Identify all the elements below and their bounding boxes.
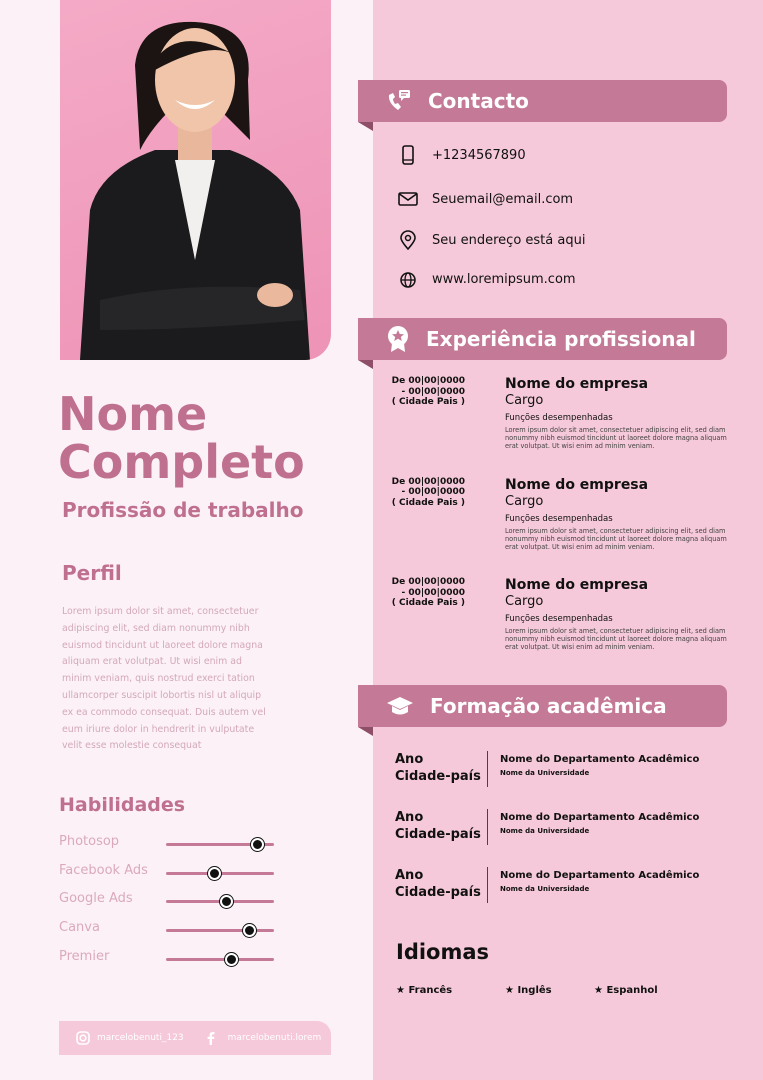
skill-slider-knob[interactable] <box>225 953 238 966</box>
profile-photo <box>60 0 331 360</box>
skill-name: Photosop <box>59 834 120 849</box>
skill-row <box>59 863 274 883</box>
divider <box>487 809 488 845</box>
department-name: Nome do Departamento Acadêmico <box>500 754 700 765</box>
envelope-icon <box>398 189 418 209</box>
experience-title: Experiência profissional <box>426 327 696 351</box>
star-icon: ★ <box>396 985 405 996</box>
company-name: Nome do empresa <box>505 376 649 392</box>
full-name: Nome Completo <box>58 387 305 489</box>
skill-slider-knob[interactable] <box>220 895 233 908</box>
location-pin-icon <box>398 230 418 250</box>
job-description: Lorem ipsum dolor sit amet, consectetuer adipiscing elit, sed diam nonummy nibh euismod tincidunt ut laoreet dolore magna aliquam erat volutpat. Ut wisi enim ad minim veniam. <box>505 426 727 450</box>
education-city: Cidade-país <box>395 885 481 900</box>
contact-title: Contacto <box>428 89 529 113</box>
profile-title: Perfil <box>62 561 122 585</box>
profile-text: Lorem ipsum dolor sit amet, consectetuer adipiscing elit, sed diam nonummy nibh euismod tincidunt ut laoreet dolore magna aliquam erat volutpat. Ut wisi enim ad minim veniam, quis nostrud exerci tation ullamcorper suscipit lobortis nisl ut aliquip ex ea commodo consequat. Duis autem vel eum iriure dolor in hendrerit in vulputate velit esse molestie consequat <box>62 606 266 752</box>
skill-slider-knob[interactable] <box>208 867 221 880</box>
education-header <box>358 685 727 727</box>
education-item <box>395 751 725 789</box>
contact-email: Seuemail@email.com <box>398 189 573 209</box>
skill-name: Facebook Ads <box>59 862 148 878</box>
skill-slider-track[interactable] <box>166 900 274 903</box>
skill-row <box>59 891 274 911</box>
functions-label: Funções desempenhadas <box>505 614 613 624</box>
functions-label: Funções desempenhadas <box>505 513 613 524</box>
skill-name: Google Ads <box>59 891 133 907</box>
skill-row <box>59 920 274 940</box>
education-year: Ano <box>395 810 424 825</box>
graduation-cap-icon <box>386 695 414 717</box>
contact-header <box>358 80 727 122</box>
divider <box>487 867 488 903</box>
education-title: Formação acadêmica <box>430 694 667 718</box>
education-item <box>395 867 725 905</box>
job-role: Cargo <box>505 393 544 408</box>
education-city: Cidade-país <box>395 827 481 842</box>
job-role: Cargo <box>505 493 544 509</box>
experience-dates: De 00|00|0000 - 00|00|0000 ( Cidade Pais ) <box>391 376 465 407</box>
contact-website: www.loremipsum.com <box>398 269 576 289</box>
education-item <box>395 809 725 847</box>
department-name: Nome do Departamento Acadêmico <box>500 812 700 823</box>
contact-address: Seu endereço está aqui <box>398 230 585 250</box>
skill-row <box>59 949 274 969</box>
skill-slider-track[interactable] <box>166 843 274 846</box>
skill-slider-knob[interactable] <box>251 838 264 851</box>
skill-slider-track[interactable] <box>166 872 274 875</box>
job-role: Cargo <box>505 594 544 609</box>
department-name: Nome do Departamento Acadêmico <box>500 870 700 881</box>
skill-slider-track[interactable] <box>166 929 274 932</box>
instagram-icon[interactable] <box>76 1031 90 1045</box>
job-description: Lorem ipsum dolor sit amet, consectetuer adipiscing elit, sed diam nonummy nibh euismod tincidunt ut laoreet dolore magna aliquam erat volutpat. Ut wisi enim ad minim veniam. <box>505 627 727 651</box>
company-name: Nome do empresa <box>505 577 649 593</box>
functions-label: Funções desempenhadas <box>505 413 613 423</box>
skill-slider-knob[interactable] <box>243 924 256 937</box>
skill-name: Premier <box>59 948 110 964</box>
education-year: Ano <box>395 868 424 883</box>
language-item: ★ Inglês <box>505 985 552 996</box>
language-item: ★ Francês <box>396 985 453 996</box>
university-name: Nome da Universidade <box>500 827 590 835</box>
profession: Profissão de trabalho <box>62 498 304 522</box>
star-icon: ★ <box>594 985 603 996</box>
experience-header <box>358 318 727 360</box>
skills-title: Habilidades <box>59 794 186 816</box>
education-city: Cidade-país <box>395 769 481 784</box>
university-name: Nome da Universidade <box>500 769 590 777</box>
skill-row <box>59 834 274 854</box>
mobile-phone-icon <box>398 145 418 165</box>
contact-phone: +1234567890 <box>398 145 526 165</box>
languages-title: Idiomas <box>396 940 490 964</box>
social-bar <box>59 1021 331 1055</box>
university-name: Nome da Universidade <box>500 885 590 893</box>
star-icon: ★ <box>505 985 514 996</box>
job-description: Lorem ipsum dolor sit amet, consectetuer adipiscing elit, sed diam nonummy nibh euismod tincidunt ut laoreet dolore magna aliquam erat volutpat. Ut wisi enim ad minim veniam. <box>505 526 727 551</box>
skill-name: Canva <box>59 920 100 936</box>
experience-dates: De 00|00|0000 - 00|00|0000 ( Cidade Pais ) <box>391 577 465 608</box>
award-badge-icon <box>386 325 410 353</box>
skill-slider-track[interactable] <box>166 958 274 961</box>
phone-chat-icon <box>386 89 412 113</box>
experience-dates: De 00|00|0000 - 00|00|0000 ( Cidade Pais ) <box>391 476 465 508</box>
instagram-handle[interactable]: marcelobenuti_123 <box>97 1033 184 1043</box>
globe-icon <box>398 269 418 289</box>
facebook-handle[interactable]: marcelobenuti.lorem <box>227 1033 322 1043</box>
company-name: Nome do empresa <box>505 476 649 493</box>
education-year: Ano <box>395 752 424 767</box>
facebook-icon[interactable] <box>206 1031 216 1045</box>
language-item: ★ Espanhol <box>594 985 658 996</box>
divider <box>487 751 488 787</box>
